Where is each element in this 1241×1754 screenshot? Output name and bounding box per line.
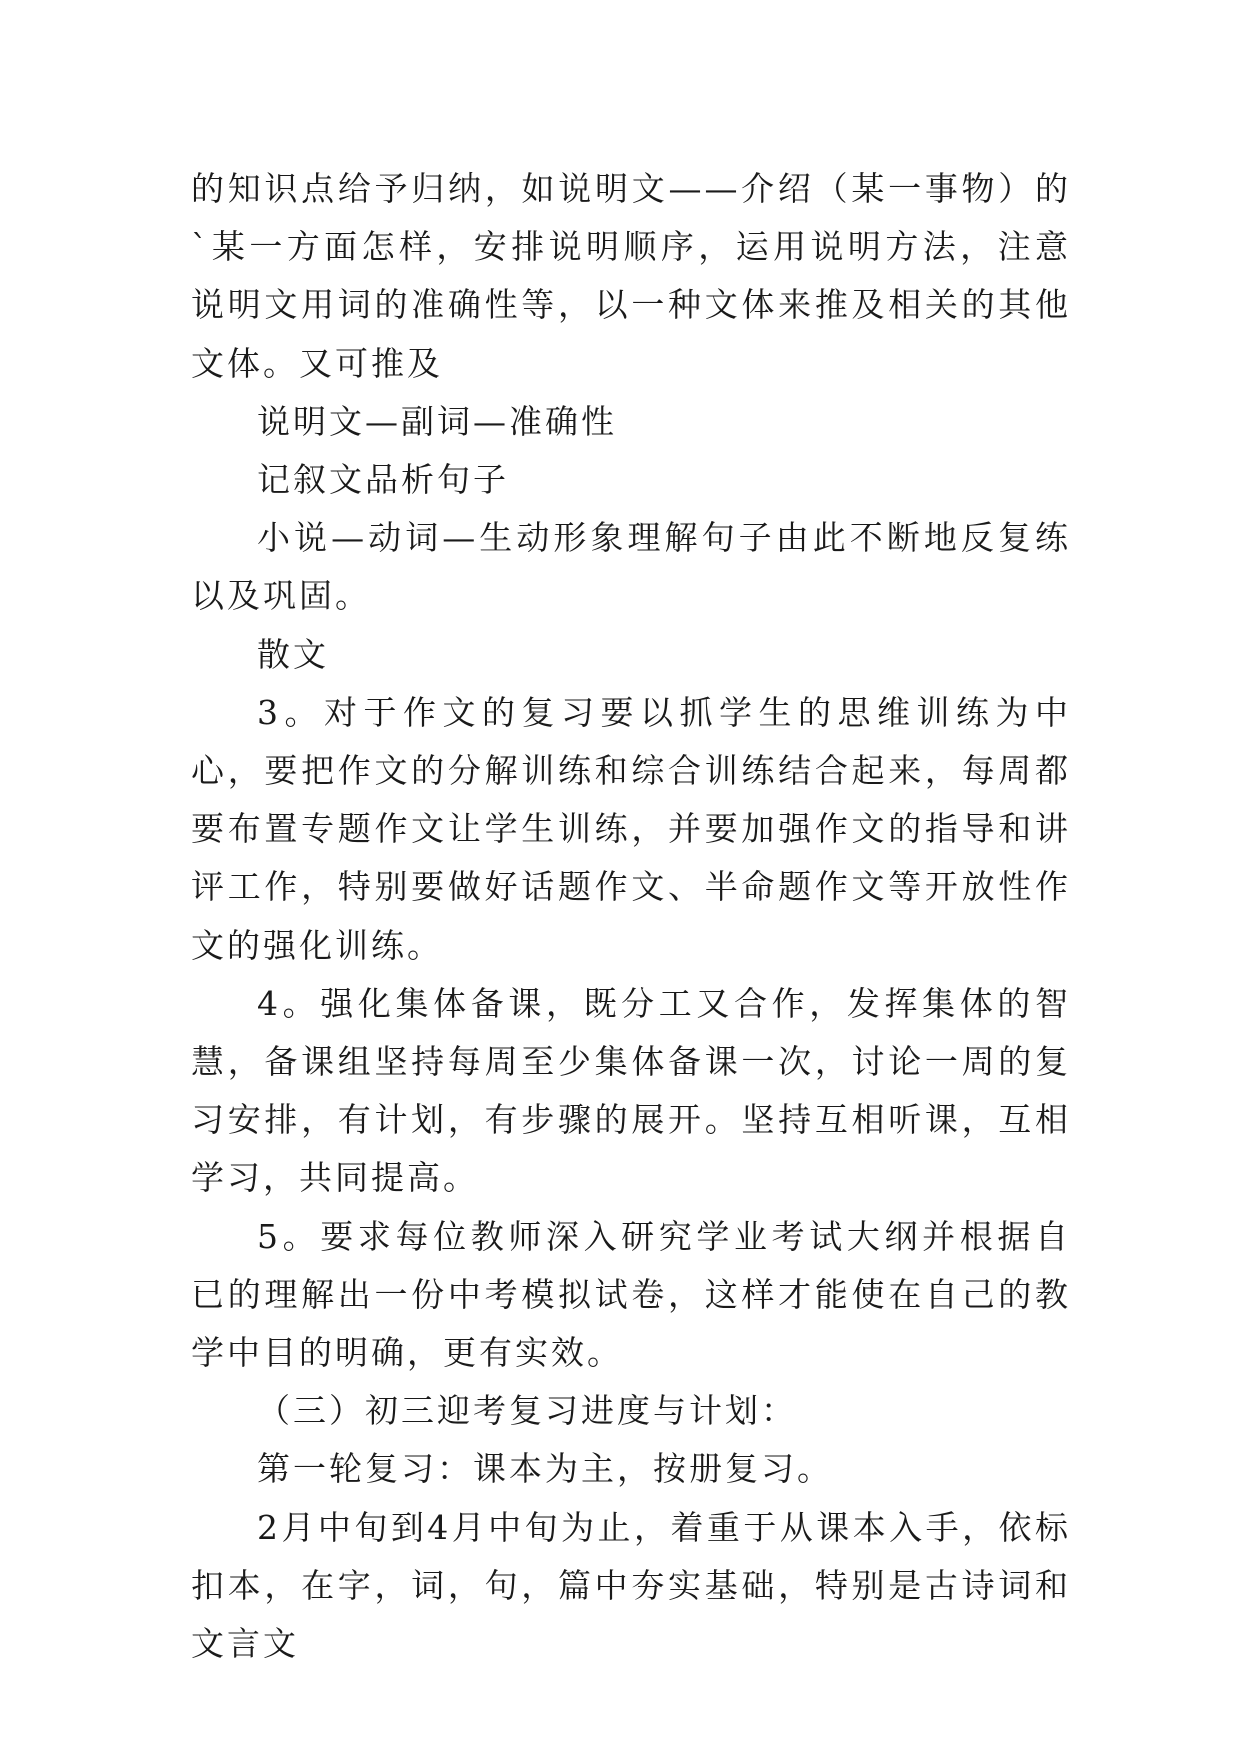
paragraph-first-round: 第一轮复习：课本为主，按册复习。	[257, 1449, 833, 1489]
section-heading-3: （三）初三迎考复习进度与计划：	[257, 1391, 797, 1431]
paragraph-continuation: 的知识点给予归纳，如说明文——介绍（某一事物）的`某一方面怎样，安排说明顺序，运用说明方法，注意说明文用词的准确性等，以一种文体来推及相关的其他文体。又可推及	[191, 169, 1071, 383]
paragraph-item-4: 4。强化集体备课，既分工又合作，发挥集体的智慧，备课组坚持每周至少集体备课一次，讨论一周的复习安排，有计划，有步骤的展开。坚持互相听课，互相学习，共同提高。	[191, 983, 1071, 1198]
paragraph-schedule: 2月中旬到4月中旬为止，着重于从课本入手，依标扣本，在字，词，句，篇中夯实基础，特别是古诗词和文言文	[191, 1507, 1071, 1664]
paragraph-novel-verb: 小说—动词—生动形象理解句子由此不断地反复练以及巩固。	[191, 518, 1071, 616]
paragraph-item-3: 3。对于作文的复习要以抓学生的思维训练为中心，要把作文的分解训练和综合训练结合起来，每周都要布置专题作文让学生训练，并要加强作文的指导和讲评工作，特别要做好话题作文、半命题作文等开放性作文的强化训练。	[191, 692, 1071, 965]
paragraph-prose: 散文	[257, 634, 329, 674]
document-body	[191, 160, 1071, 1673]
paragraph-expository-adverb: 说明文—副词—准确性	[257, 401, 617, 441]
paragraph-narrative-sentences: 记叙文品析句子	[257, 460, 509, 500]
paragraph-item-5: 5。要求每位教师深入研究学业考试大纲并根据自已的理解出一份中考模拟试卷，这样才能使在自己的教学中目的明确，更有实效。	[191, 1216, 1071, 1373]
